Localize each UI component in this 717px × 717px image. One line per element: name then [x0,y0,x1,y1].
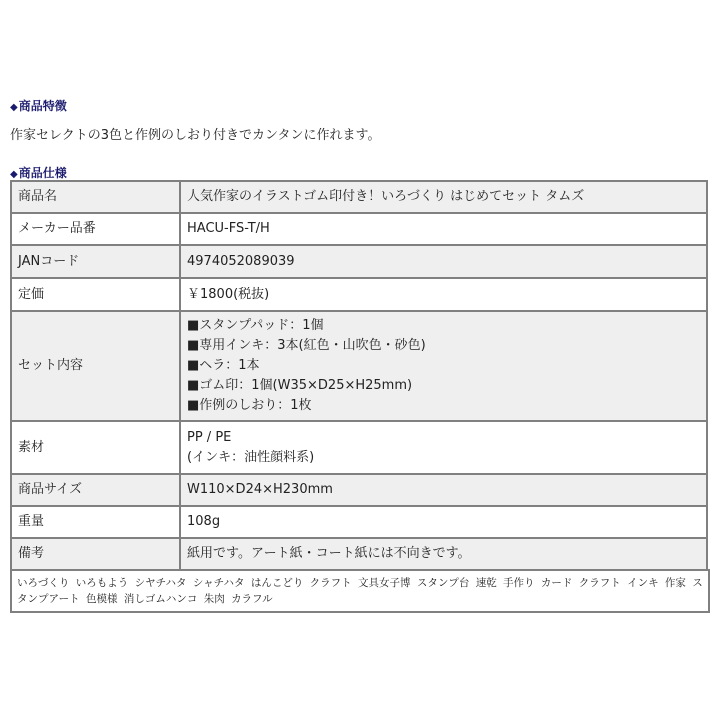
keyword: 文具女子博 [358,577,411,589]
set-item: ■作例のしおり：1枚 [187,398,312,413]
spec-label: 商品サイズ [11,474,180,506]
keyword: 作家 [664,577,686,589]
spec-row-set-contents [11,311,707,421]
keyword: クラフト [309,577,352,589]
spec-row-maker-code [11,213,707,245]
spec-row-material [11,421,707,474]
keyword: 朱肉 [203,593,225,605]
material-line: PP / PE [187,429,232,445]
spec-label: JANコード [11,245,180,278]
spec-row-size [11,474,707,506]
spec-label: メーカー品番 [11,213,180,245]
keyword: 色模様 [86,593,118,605]
diamond-bullet-icon: ◆ [10,102,18,113]
spec-value [180,421,707,474]
spec-row-product-name [11,181,707,213]
keyword: 手作り [503,577,535,589]
specs-heading: ◆商品仕様 [10,166,67,180]
diamond-bullet-icon: ◆ [10,169,18,180]
keyword: シャチハタ [192,577,245,589]
spec-row-jan-code [11,245,707,278]
spec-label: 商品名 [11,181,180,213]
spec-value: W110×D24×H230mm [180,474,707,506]
keyword: クラフト [578,577,621,589]
keyword: シヤチハタ [134,577,187,589]
spec-label: 備考 [11,538,180,570]
spec-value: 人気作家のイラストゴム印付き！いろづくり はじめてセット タムズ [180,181,707,213]
set-item: ■ゴム印：1個(W35×D25×H25mm) [187,378,413,393]
keyword: はんこどり [250,577,304,589]
spec-value: 4974052089039 [180,245,707,278]
keyword: スタンプ台 [416,577,470,589]
keyword: カラフル [231,593,273,605]
keyword-box [10,569,710,613]
spec-value [180,311,707,421]
spec-value: 紙用です。アート紙・コート紙には不向きです。 [180,538,707,570]
spec-value: HACU-FS-T/H [180,213,707,245]
features-description: 作家セレクトの3色と作例のしおり付きでカンタンに作れます。 [10,128,381,143]
features-heading: ◆商品特徴 [10,99,67,113]
keyword: いろもよう [75,577,129,589]
spec-row-price [11,278,707,311]
keyword: インキ [627,577,659,589]
spec-label: 重量 [11,506,180,538]
spec-row-notes [11,538,707,570]
spec-label: 素材 [11,421,180,474]
spec-label: 定価 [11,278,180,311]
spec-row-weight [11,506,707,538]
keyword: カード [540,577,573,589]
set-item: ■ヘラ：1本 [187,358,260,373]
keyword: スタンプアート [17,577,703,605]
keyword: 消しゴムハンコ [123,593,198,605]
keyword: いろづくり [17,577,70,589]
spec-table [10,180,708,571]
keyword: 速乾 [475,577,497,589]
spec-value: 108g [180,506,707,538]
material-line: (インキ：油性顔料系) [187,449,315,465]
spec-label: セット内容 [11,311,180,421]
set-item: ■スタンプパッド：1個 [187,318,324,333]
spec-value: ￥1800(税抜) [180,278,707,311]
set-item: ■専用インキ：3本(紅色・山吹色・砂色) [187,338,426,353]
